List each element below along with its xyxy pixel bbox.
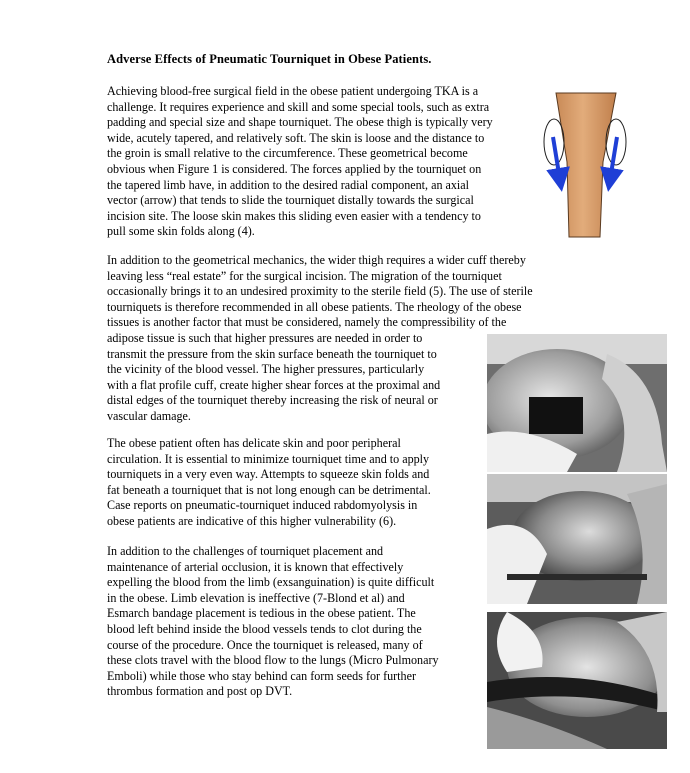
text-line: thrombus formation and post op DVT. bbox=[107, 684, 293, 699]
text-line: maintenance of arterial occlusion, it is known that effectively bbox=[107, 559, 404, 574]
text-line: challenge. It requires experience and skill and some special tools, such as extra bbox=[107, 99, 490, 114]
text-line: the tapered limb have, in addition to the desired radial component, an axial bbox=[107, 177, 470, 192]
page-title: Adverse Effects of Pneumatic Tourniquet in Obese Patients. bbox=[107, 52, 432, 66]
force-arrow-left bbox=[553, 137, 560, 180]
force-arrow-right bbox=[610, 137, 617, 180]
text-line: vascular damage. bbox=[107, 408, 191, 423]
text-line: obvious when Figure 1 is considered. The forces applied by the tourniquet on bbox=[107, 161, 482, 176]
text-line: vector (arrow) that tends to slide the tourniquet distally towards the surgical bbox=[107, 193, 474, 208]
text-line: occasionally brings it to an undesired proximity to the sterile field (5). The use of sterile bbox=[107, 284, 533, 299]
text-line: tourniquets is therefore recommended in all obese patients. The rheology of the obese bbox=[107, 299, 522, 314]
paragraph-3 bbox=[107, 436, 431, 530]
text-line: Emboli) while those who stay behind can form seeds for further bbox=[107, 668, 416, 683]
text-line: obese patients are indicative of this higher vulnerability (6). bbox=[107, 513, 397, 528]
surgical-photo-3 bbox=[487, 612, 667, 749]
text-line: Achieving blood-free surgical field in the obese patient undergoing TKA is a bbox=[107, 84, 479, 98]
text-line: pull some skin folds along (4). bbox=[107, 224, 255, 239]
text-line: tourniquets in a very even way. Attempts to squeeze skin folds and bbox=[107, 467, 430, 482]
text-line: fat beneath a tourniquet that is not long enough can be detrimental. bbox=[107, 482, 431, 497]
text-line: with a flat profile cuff, create higher shear forces at the proximal and bbox=[107, 377, 441, 392]
text-line: Case reports on pneumatic-tourniquet induced rabdomyolysis in bbox=[107, 498, 418, 513]
text-line: transmit the pressure from the skin surface beneath the tourniquet to bbox=[107, 346, 437, 361]
text-line: expelling the blood from the limb (exsanguination) is quite difficult bbox=[107, 575, 435, 590]
text-line: In addition to the challenges of tourniquet placement and bbox=[107, 544, 384, 558]
text-line: In addition to the geometrical mechanics, the wider thigh requires a wider cuff thereby bbox=[107, 253, 526, 267]
text-line: adipose tissue is such that higher pressures are needed in order to bbox=[107, 330, 423, 345]
text-line: circulation. It is essential to minimize tourniquet time and to apply bbox=[107, 451, 430, 466]
text-line: incision site. The loose skin makes this sliding even easier with a tendency to bbox=[107, 208, 481, 223]
privacy-censor-block bbox=[529, 397, 583, 434]
text-line: distal edges of the tourniquet thereby increasing the risk of neural or bbox=[107, 393, 438, 408]
text-line: tissues is another factor that must be considered, namely the compressibility of the bbox=[107, 315, 507, 330]
tapered-limb-figure bbox=[540, 92, 628, 238]
surgical-photo-2 bbox=[487, 474, 667, 604]
text-line: the vicinity of the blood vessel. The higher pressures, particularly bbox=[107, 362, 425, 377]
surgical-photo-1 bbox=[487, 334, 667, 472]
text-line: The obese patient often has delicate skin and poor peripheral bbox=[107, 436, 401, 450]
text-line: padding and special size and shape tourniquet. The obese thigh is typically very bbox=[107, 115, 493, 130]
text-line: wide, acutely tapered, and relatively soft. The skin is loose and the distance to bbox=[107, 130, 485, 145]
paragraph-2 bbox=[107, 253, 533, 425]
paragraph-1 bbox=[107, 84, 493, 240]
text-line: the groin is small relative to the circumference. These geometrical become bbox=[107, 146, 468, 161]
text-line: in the obese. Limb elevation is ineffective (7-Blond et al) and bbox=[107, 590, 405, 605]
limb-shape bbox=[556, 93, 616, 237]
paragraph-4 bbox=[107, 544, 439, 700]
text-line: Esmarch bandage placement is tedious in the obese patient. The bbox=[107, 606, 416, 621]
text-line: course of the procedure. Once the tourniquet is released, many of bbox=[107, 637, 423, 652]
text-line: these clots travel with the blood flow to the lungs (Micro Pulmonary bbox=[107, 653, 439, 668]
text-line: blood left behind inside the blood vessels tends to clot during the bbox=[107, 621, 422, 636]
text-line: leaving less “real estate” for the surgical incision. The migration of the tourniquet bbox=[107, 268, 502, 283]
